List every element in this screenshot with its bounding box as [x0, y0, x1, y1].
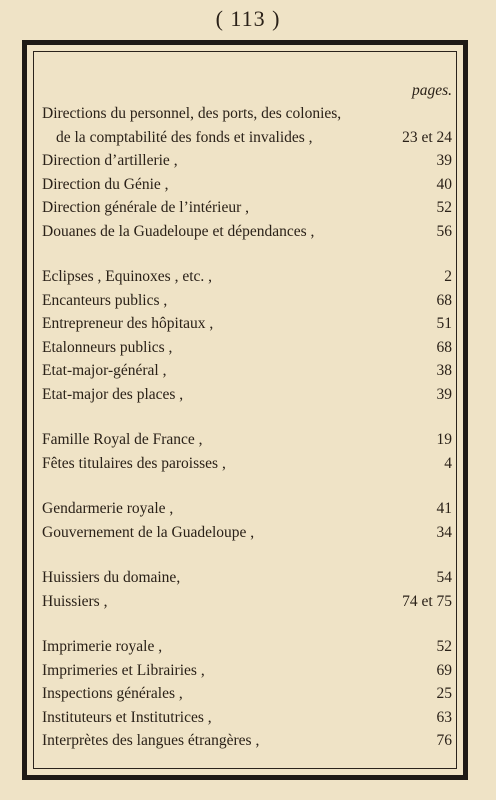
- index-entry-page: [446, 102, 452, 126]
- index-entry-page: 52: [436, 199, 452, 216]
- index-entry-page: 56: [436, 222, 452, 240]
- index-entry-page: 63: [436, 708, 452, 726]
- index-entry: [42, 566, 452, 590]
- index-entry-page: 19: [436, 431, 452, 448]
- index-entry-page: 74 et 75: [402, 592, 452, 610]
- index-entry-page: 68: [436, 338, 452, 356]
- index-entry: [42, 220, 452, 244]
- group-spacer: [42, 544, 452, 566]
- index-entry-title: Direction générale de l’intérieur ,: [42, 199, 249, 216]
- index-entry-page: 54: [436, 569, 452, 586]
- index-entry-title: Huissiers du domaine,: [42, 569, 181, 586]
- index-entry-page: 51: [436, 315, 452, 332]
- index-entry-page: 40: [436, 175, 452, 193]
- index-entry-page: 41: [436, 500, 452, 517]
- index-entry: [42, 452, 452, 476]
- index-entry: [42, 706, 452, 730]
- index-entry-page: 39: [436, 152, 452, 169]
- index-entry-title: Entrepreneur des hôpitaux ,: [42, 315, 214, 332]
- index-entry-title: Etat-major-général ,: [42, 362, 167, 379]
- index-entry-title: Etat-major des places ,: [42, 385, 184, 403]
- group-spacer: [42, 406, 452, 428]
- index-entry: [42, 635, 452, 659]
- index-list: [42, 102, 452, 753]
- index-entry-title: Direction d’artillerie ,: [42, 152, 178, 169]
- index-entry-title: Etalonneurs publics ,: [42, 338, 173, 356]
- index-entry-title: Fêtes titulaires des paroisses ,: [42, 454, 226, 472]
- index-entry-page: 23 et 24: [402, 128, 452, 146]
- index-entry-title: Direction du Génie ,: [42, 175, 169, 193]
- index-entry-page: 52: [436, 638, 452, 655]
- index-entry: [42, 682, 452, 706]
- index-entry-page: 34: [436, 523, 452, 541]
- index-entry: [42, 497, 452, 521]
- group-spacer: [42, 243, 452, 265]
- index-entry-page: 4: [444, 454, 452, 472]
- pages-column-header: pages.: [411, 82, 452, 99]
- group-spacer: [42, 613, 452, 635]
- index-entry-title: Directions du personnel, des ports, des colonies,: [42, 105, 342, 122]
- index-entry: [42, 359, 452, 383]
- index-entry-title: Imprimeries et Librairies ,: [42, 661, 205, 679]
- index-entry-title: Encanteurs publics ,: [42, 291, 168, 309]
- index-entry-title: Gouvernement de la Guadeloupe ,: [42, 523, 255, 541]
- index-entry: [42, 590, 452, 614]
- index-content: [42, 80, 452, 753]
- index-entry: [42, 126, 452, 150]
- index-entry-page: 68: [436, 291, 452, 309]
- index-entry: [42, 173, 452, 197]
- group-spacer: [42, 475, 452, 497]
- index-entry-title: Famille Royal de France ,: [42, 431, 203, 448]
- index-entry: [42, 521, 452, 545]
- index-entry-page: 76: [436, 732, 452, 749]
- index-entry-page: 25: [436, 685, 452, 702]
- index-entry-title: Eclipses , Equinoxes , etc. ,: [42, 268, 213, 285]
- index-entry: [42, 383, 452, 407]
- index-entry: [42, 336, 452, 360]
- index-entry-title: Douanes de la Guadeloupe et dépendances ,: [42, 222, 315, 240]
- index-entry: [42, 312, 452, 336]
- index-entry: [42, 265, 452, 289]
- index-entry-title: de la comptabilité des fonds et invalides ,: [56, 128, 313, 146]
- index-entry: [42, 149, 452, 173]
- index-entry: [42, 428, 452, 452]
- index-entry-page: 2: [444, 268, 452, 285]
- index-entry: [42, 102, 452, 126]
- index-entry-title: Inspections générales ,: [42, 685, 183, 702]
- index-entry-page: 39: [436, 385, 452, 403]
- index-entry-title: Gendarmerie royale ,: [42, 500, 174, 517]
- page-number: ( 113 ): [215, 6, 281, 31]
- index-entry: [42, 196, 452, 220]
- index-entry-page: 38: [436, 362, 452, 379]
- index-entry-page: 69: [436, 661, 452, 679]
- index-entry-title: Huissiers ,: [42, 592, 108, 610]
- index-entry-title: Imprimerie royale ,: [42, 638, 163, 655]
- index-entry: [42, 729, 452, 753]
- index-entry-title: Instituteurs et Institutrices ,: [42, 708, 212, 726]
- index-entry: [42, 659, 452, 683]
- index-entry: [42, 289, 452, 313]
- index-entry-title: Interprètes des langues étrangères ,: [42, 732, 260, 749]
